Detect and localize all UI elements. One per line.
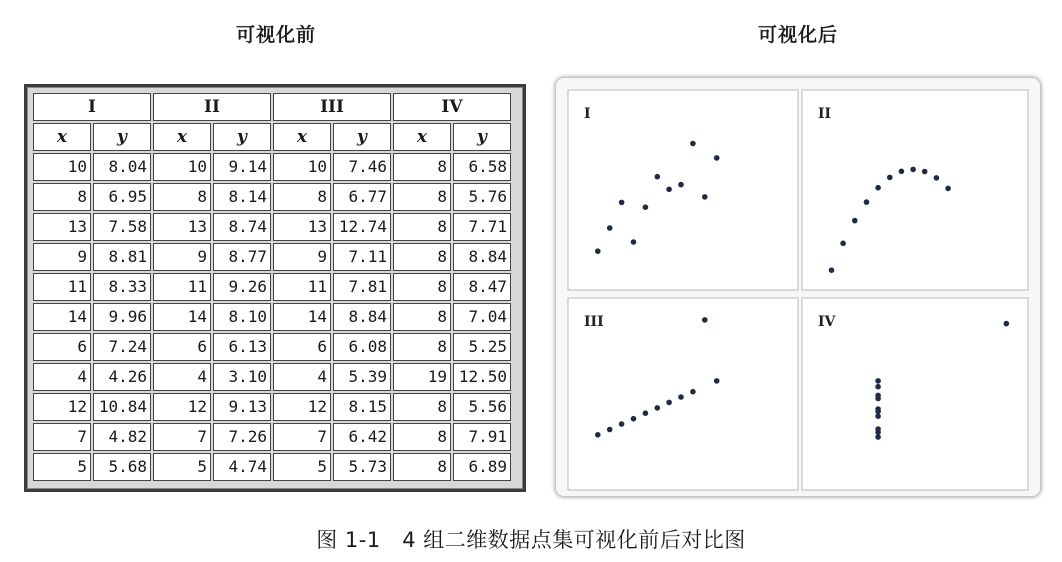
x-value-cell: 5	[33, 453, 91, 481]
table-row	[33, 333, 511, 361]
y-value-cell: 7.58	[93, 213, 151, 241]
data-point	[631, 239, 637, 245]
y-value-cell: 7.26	[213, 423, 271, 451]
table-row	[33, 243, 511, 271]
data-point	[607, 427, 613, 433]
x-value-cell: 11	[273, 273, 331, 301]
x-value-cell: 4	[33, 363, 91, 391]
table-row	[33, 183, 511, 211]
data-point	[666, 400, 672, 406]
group-header-row	[33, 93, 511, 121]
data-point	[864, 199, 870, 205]
x-value-cell: 9	[153, 243, 211, 271]
data-point	[910, 167, 916, 173]
y-value-cell: 6.95	[93, 183, 151, 211]
plot-label: III	[584, 314, 604, 330]
y-value-cell: 6.08	[333, 333, 391, 361]
y-value-cell: 8.74	[213, 213, 271, 241]
y-value-cell: 6.42	[333, 423, 391, 451]
x-value-cell: 6	[153, 333, 211, 361]
data-point	[829, 267, 835, 273]
x-value-cell: 13	[153, 213, 211, 241]
x-value-cell: 12	[153, 393, 211, 421]
data-point	[655, 405, 661, 411]
y-value-cell: 9.26	[213, 273, 271, 301]
x-value-cell: 5	[153, 453, 211, 481]
data-point	[643, 410, 649, 416]
x-header: x	[33, 123, 91, 151]
y-value-cell: 7.24	[93, 333, 151, 361]
x-value-cell: 8	[393, 153, 451, 181]
data-point	[934, 175, 940, 181]
x-value-cell: 8	[393, 453, 451, 481]
scatter-panel-3	[568, 298, 798, 490]
x-value-cell: 8	[273, 183, 331, 211]
data-point	[899, 169, 905, 175]
y-value-cell: 4.74	[213, 453, 271, 481]
figure-caption: 图 1-1 4 组二维数据点集可视化前后对比图	[316, 528, 746, 552]
y-value-cell: 9.14	[213, 153, 271, 181]
y-value-cell: 8.81	[93, 243, 151, 271]
data-point	[631, 416, 637, 422]
data-point	[655, 174, 661, 180]
y-value-cell: 9.96	[93, 303, 151, 331]
x-value-cell: 11	[33, 273, 91, 301]
y-value-cell: 10.84	[93, 393, 151, 421]
group-header-2: II	[153, 93, 271, 121]
y-header: y	[333, 123, 391, 151]
x-value-cell: 8	[393, 243, 451, 271]
y-value-cell: 8.84	[333, 303, 391, 331]
y-value-cell: 6.13	[213, 333, 271, 361]
x-value-cell: 7	[33, 423, 91, 451]
x-value-cell: 8	[33, 183, 91, 211]
y-value-cell: 7.91	[453, 423, 511, 451]
table-row	[33, 213, 511, 241]
data-point	[875, 185, 881, 191]
plot-label: IV	[818, 314, 836, 330]
plot-area	[568, 90, 798, 290]
data-point	[852, 218, 858, 224]
x-value-cell: 6	[273, 333, 331, 361]
table-row	[33, 303, 511, 331]
x-value-cell: 19	[393, 363, 451, 391]
x-value-cell: 9	[273, 243, 331, 271]
table-row	[33, 153, 511, 181]
scatter-panel-2	[802, 90, 1028, 290]
y-value-cell: 8.14	[213, 183, 271, 211]
x-value-cell: 4	[273, 363, 331, 391]
y-value-cell: 8.47	[453, 273, 511, 301]
y-value-cell: 5.73	[333, 453, 391, 481]
x-value-cell: 10	[273, 153, 331, 181]
x-value-cell: 8	[393, 273, 451, 301]
y-value-cell: 5.76	[453, 183, 511, 211]
table-row	[33, 453, 511, 481]
y-value-cell: 12.74	[333, 213, 391, 241]
data-point	[1004, 321, 1010, 327]
y-value-cell: 6.89	[453, 453, 511, 481]
y-value-cell: 5.56	[453, 393, 511, 421]
table-row	[33, 273, 511, 301]
y-value-cell: 7.11	[333, 243, 391, 271]
group-header-4: IV	[393, 93, 511, 121]
data-point	[945, 186, 951, 192]
table-body	[33, 153, 511, 481]
table-row	[33, 423, 511, 451]
y-value-cell: 6.77	[333, 183, 391, 211]
data-point	[922, 169, 928, 175]
scatter-plots	[556, 78, 1040, 496]
heading-before: 可视化前	[235, 24, 316, 46]
y-value-cell: 7.81	[333, 273, 391, 301]
x-value-cell: 8	[393, 393, 451, 421]
data-point	[619, 200, 625, 206]
data-point	[875, 393, 881, 399]
x-value-cell: 11	[153, 273, 211, 301]
x-value-cell: 8	[153, 183, 211, 211]
data-point	[702, 194, 708, 200]
x-value-cell: 14	[153, 303, 211, 331]
x-value-cell: 12	[273, 393, 331, 421]
x-header: x	[273, 123, 331, 151]
data-point	[875, 413, 881, 419]
data-point	[875, 378, 881, 384]
x-value-cell: 14	[273, 303, 331, 331]
plot-area	[802, 90, 1028, 290]
y-value-cell: 8.84	[453, 243, 511, 271]
data-point	[702, 317, 708, 323]
y-value-cell: 8.10	[213, 303, 271, 331]
x-value-cell: 7	[273, 423, 331, 451]
x-header: x	[393, 123, 451, 151]
x-value-cell: 10	[153, 153, 211, 181]
x-value-cell: 8	[393, 213, 451, 241]
x-value-cell: 7	[153, 423, 211, 451]
data-point	[714, 155, 720, 161]
data-point	[875, 434, 881, 440]
x-value-cell: 8	[393, 303, 451, 331]
y-value-cell: 5.68	[93, 453, 151, 481]
data-point	[607, 225, 613, 231]
data-point	[643, 204, 649, 210]
y-value-cell: 5.25	[453, 333, 511, 361]
variable-header-row	[33, 123, 511, 151]
data-point	[840, 241, 846, 247]
group-header-1: I	[33, 93, 151, 121]
y-value-cell: 3.10	[213, 363, 271, 391]
table-row	[33, 393, 511, 421]
y-value-cell: 9.13	[213, 393, 271, 421]
data-table	[31, 91, 513, 483]
scatter-panel-1	[568, 90, 798, 290]
plot-label: I	[584, 106, 591, 122]
data-table-panel	[24, 84, 526, 492]
y-value-cell: 8.15	[333, 393, 391, 421]
x-value-cell: 6	[33, 333, 91, 361]
x-value-cell: 10	[33, 153, 91, 181]
data-point	[714, 378, 720, 384]
y-header: y	[93, 123, 151, 151]
y-value-cell: 6.58	[453, 153, 511, 181]
x-value-cell: 8	[393, 333, 451, 361]
data-point	[875, 409, 881, 415]
data-point	[887, 175, 893, 181]
y-header: y	[213, 123, 271, 151]
x-value-cell: 13	[33, 213, 91, 241]
table-row	[33, 363, 511, 391]
x-header: x	[153, 123, 211, 151]
y-value-cell: 7.71	[453, 213, 511, 241]
data-point	[595, 432, 601, 438]
y-value-cell: 12.50	[453, 363, 511, 391]
scatter-panel-4	[802, 298, 1028, 490]
x-value-cell: 8	[393, 183, 451, 211]
heading-after: 可视化后	[757, 24, 838, 46]
y-value-cell: 8.33	[93, 273, 151, 301]
data-point	[619, 421, 625, 427]
y-value-cell: 8.77	[213, 243, 271, 271]
y-value-cell: 7.46	[333, 153, 391, 181]
x-value-cell: 4	[153, 363, 211, 391]
group-header-3: III	[273, 93, 391, 121]
y-value-cell: 4.82	[93, 423, 151, 451]
x-value-cell: 9	[33, 243, 91, 271]
y-value-cell: 8.04	[93, 153, 151, 181]
plot-label: II	[818, 106, 832, 122]
x-value-cell: 5	[273, 453, 331, 481]
data-point	[678, 394, 684, 400]
plot-area	[802, 298, 1028, 490]
data-point	[690, 141, 696, 147]
y-header: y	[453, 123, 511, 151]
data-point	[666, 187, 672, 193]
y-value-cell: 4.26	[93, 363, 151, 391]
data-point	[678, 182, 684, 188]
data-point	[690, 389, 696, 395]
x-value-cell: 13	[273, 213, 331, 241]
data-point	[875, 429, 881, 435]
y-value-cell: 7.04	[453, 303, 511, 331]
data-point	[595, 248, 601, 254]
data-point	[875, 384, 881, 390]
x-value-cell: 14	[33, 303, 91, 331]
y-value-cell: 5.39	[333, 363, 391, 391]
x-value-cell: 12	[33, 393, 91, 421]
x-value-cell: 8	[393, 423, 451, 451]
scatter-plots-panel	[556, 78, 1040, 496]
